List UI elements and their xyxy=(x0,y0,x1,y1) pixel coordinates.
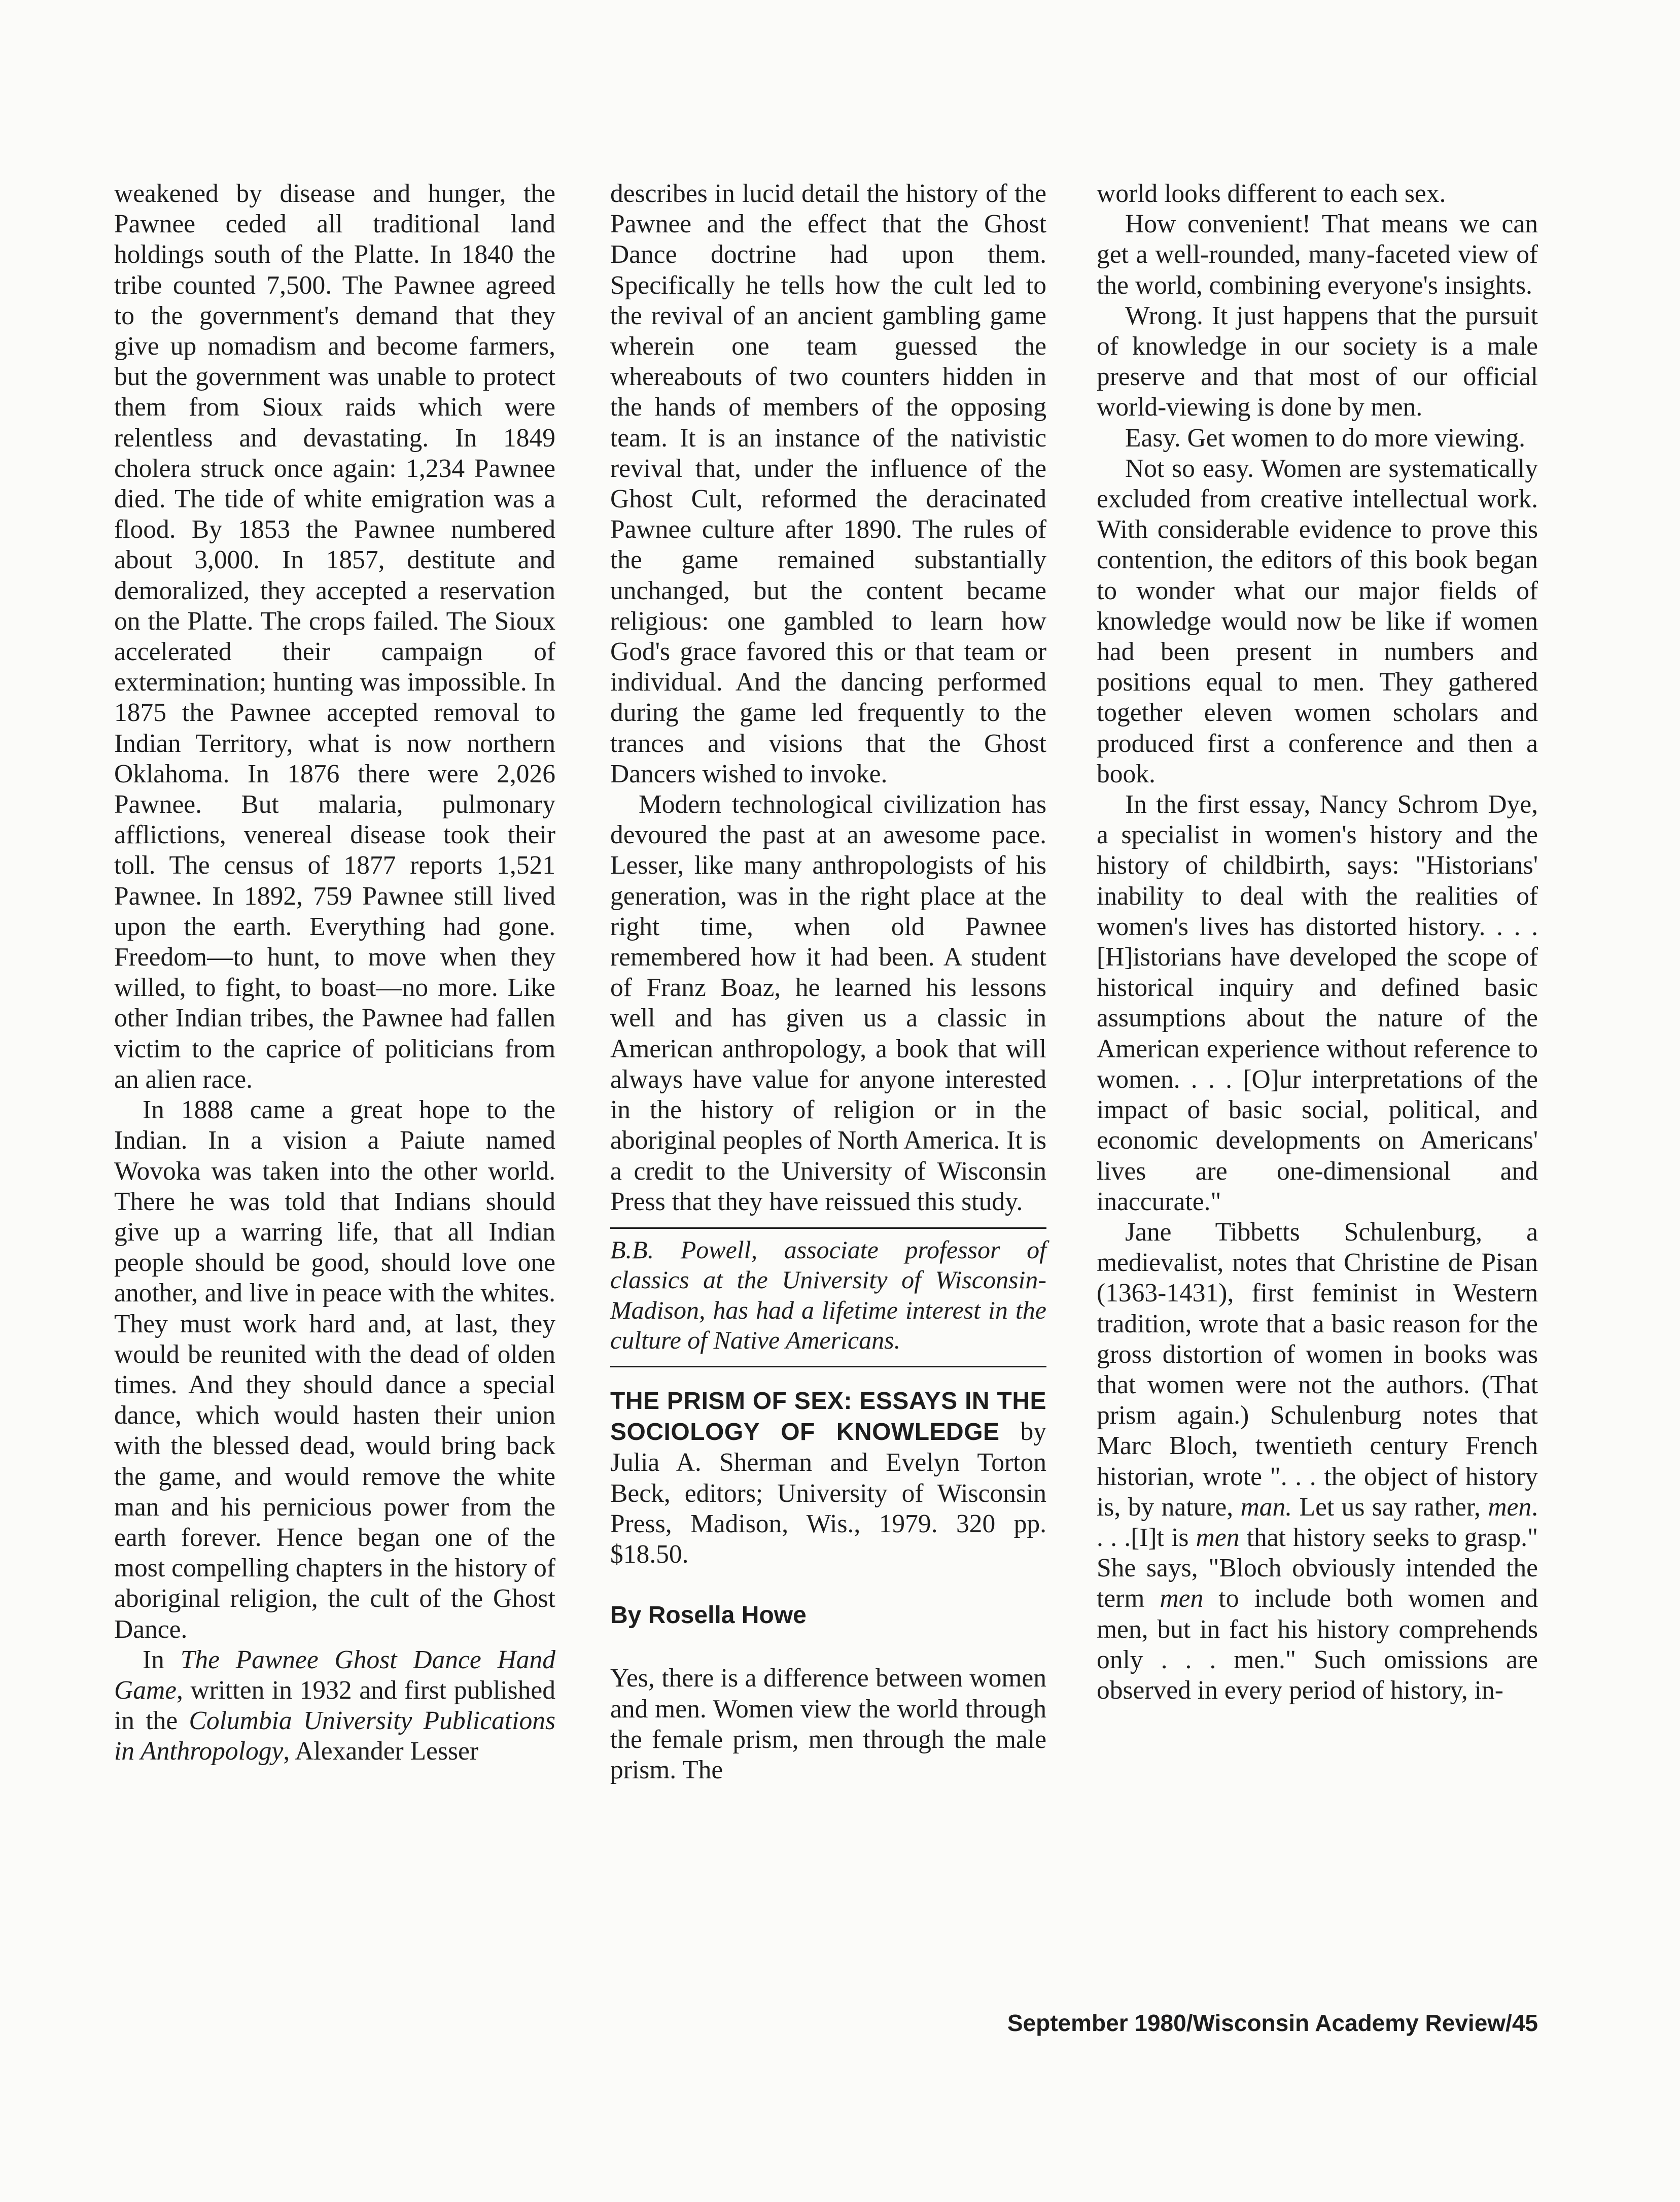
col1-paragraph-1: weakened by disease and hunger, the Pawnee ceded all traditional land holdings south of the Platte. In 1840 the tribe counted 7,500. The Pawnee agreed to the government's demand that they give up nomadism and become farmers, but the government was unable to protect them from Sioux raids which were relentless and devastating. In 1849 cholera struck once again: 1,234 Pawnee died. The tide of white emigration was a flood. By 1853 the Pawnee numbered about 3,000. In 1857, destitute and demoralized, they accepted a reservation on the Platte. The crops failed. The Sioux accelerated their campaign of extermination; hunting was impossible. In 1875 the Pawnee accepted removal to Indian Territory, what is now northern Oklahoma. In 1876 there were 2,026 Pawnee. But malaria, pulmonary afflictions, venereal disease took their toll. The census of 1877 reports 1,521 Pawnee. In 1892, 759 Pawnee still lived upon the earth. Everything had gone. Freedom—to hunt, to move when they willed, to fight, to boast—no more. Like other Indian tribes, the Pawnee had fallen victim to the caprice of politicians from an alien race. xyxy=(114,179,555,1094)
col3-p7-em-2: men xyxy=(1488,1492,1532,1522)
col2-paragraph-3: Yes, there is a difference between women and men. Women view the world through the female prism, men through the male prism. The xyxy=(610,1664,1046,1784)
col1-p3-text-c: , Alexander Lesser xyxy=(283,1737,478,1766)
col3-paragraph-4: Easy. Get women to do more viewing. xyxy=(1125,423,1526,453)
col3-paragraph-3: Wrong. It just happens that the pursuit of knowledge in our society is a male preserve and that most of our official world-viewing is done by men. xyxy=(1097,301,1538,422)
bio-bottom-divider xyxy=(610,1366,1046,1367)
col3-p7-text-d: that history seeks to grasp." She says, "Bloch obviously intended the term xyxy=(1097,1523,1538,1613)
review-book-title: THE PRISM OF SEX: ESSAYS IN THE SOCIOLOGY OF KNOWLEDGE xyxy=(610,1387,1046,1446)
col3-p7-em-1: man. xyxy=(1240,1492,1292,1522)
col3-p7-em-3: men xyxy=(1196,1523,1240,1552)
col1-paragraph-3 xyxy=(114,1645,555,1767)
col1-paragraph-2: In 1888 came a great hope to the Indian. In a vision a Paiute named Wovoka was taken into the other world. There he was told that Indians should give up a warring life, that all Indian people should be good, should love one another, and live in peace with the whites. They must work hard and, at last, they would be reunited with the dead of olden times. And they should dance a special dance, which would hasten their union with the blessed dead, would bring back the game, and would remove the white man and his pernicious power from the earth forever. Hence began one of the most compelling chapters in the history of aboriginal religion, the cult of the Ghost Dance. xyxy=(114,1095,555,1644)
col3-p7-text-c: . . . .[I]t is xyxy=(1097,1492,1538,1552)
col1-p3-text-a: In xyxy=(143,1645,181,1674)
col3-paragraph-2: How convenient! That means we can get a well-rounded, many-faceted view of the world, combining everyone's insights. xyxy=(1097,210,1538,300)
column-1 xyxy=(114,179,555,1767)
review-heading xyxy=(610,1386,1046,1570)
page-footer: September 1980/Wisconsin Academy Review/45 xyxy=(1007,2010,1538,2036)
publication-title-columbia: Columbia University Publications in Anthropology xyxy=(114,1706,555,1766)
review-byline: By Rosella Howe xyxy=(610,1602,807,1629)
col3-paragraph-5: Not so easy. Women are systematically excluded from creative intellectual work. With considerable evidence to prove this contention, the editors of this book began to wonder what our major fields of knowledge would now be like if women had been present in numbers and positions equal to men. They gathered together eleven women scholars and produced first a conference and then a book. xyxy=(1097,454,1538,788)
col3-p7-text-e: to include both women and men, but in fact his history comprehends only . . . men." Such omissions are observed in every period of history, in- xyxy=(1097,1584,1538,1705)
col2-paragraph-1: describes in lucid detail the history of the Pawnee and the effect that the Ghost Dance doctrine had upon them. Specifically he tells how the cult led to the revival of an ancient gambling game wherein one team guessed the whereabouts of two counters hidden in the hands of members of the opposing team. It is an instance of the nativistic revival that, under the influence of the Ghost Cult, reformed the deracinated Pawnee culture after 1890. The rules of the game remained substantially unchanged, but the content became religious: one gambled to learn how God's grace favored this or that team or individual. And the dancing performed during the game led frequently to the trances and visions that the Ghost Dancers wished to invoke. xyxy=(610,179,1046,788)
col1-p3-text-b: , written in 1932 and first published in the xyxy=(114,1675,555,1736)
review-book-details: by Julia A. Sherman and Evelyn Torton Beck, editors; University of Wisconsin Press, Madison, Wis., 1979. 320 pp. $18.50. xyxy=(610,1417,1046,1569)
col3-p7-em-4: men xyxy=(1160,1584,1204,1613)
col2-paragraph-2: Modern technological civilization has devoured the past at an awesome pace. Lesser, like many anthropologists of his generation, was in the right place at the right time, when old Pawnee remembered how it had been. A student of Franz Boaz, he learned his lessons well and has given us a classic in American anthropology, a book that will always have value for anyone interested in the history of religion or in the aboriginal peoples of North America. It is a credit to the University of Wisconsin Press that they have reissued this study. xyxy=(610,790,1046,1216)
col3-paragraph-7 xyxy=(1097,1217,1538,1706)
col3-paragraph-1: world looks different to each sex. xyxy=(1097,179,1446,208)
col3-p7-text-a: Jane Tibbetts Schulenburg, a medievalist, notes that Christine de Pisan (1363-1431), first feminist in Western tradition, wrote that a basic reason for the gross distortion of women in books was that women were not the authors. (That prism again.) Schulenburg notes that Marc Bloch, twentieth century French historian, wrote ". . . the object of history is, by nature, xyxy=(1097,1217,1538,1522)
column-2 xyxy=(610,179,1046,1785)
col3-paragraph-6: In the first essay, Nancy Schrom Dye, a specialist in women's history and the history of childbirth, says: "Historians' inability to deal with the realities of women's lives has distorted history. . . . [H]istorians have developed the scope of historical inquiry and defined basic assumptions about the nature of the American experience without reference to women. . . . [O]ur interpretations of the impact of basic social, political, and economic developments on Americans' lives are one-dimensional and inaccurate." xyxy=(1097,790,1538,1216)
reviewer-bio: B.B. Powell, associate professor of classics at the University of Wisconsin-Madison, has had a lifetime interest in the culture of Native Americans. xyxy=(610,1235,1046,1355)
bio-top-divider xyxy=(610,1227,1046,1229)
book-title-pawnee-ghost-dance: The Pawnee Ghost Dance Hand Game xyxy=(114,1645,555,1705)
col3-p7-text-b: Let us say rather, xyxy=(1292,1492,1488,1522)
column-3 xyxy=(1097,179,1538,1706)
